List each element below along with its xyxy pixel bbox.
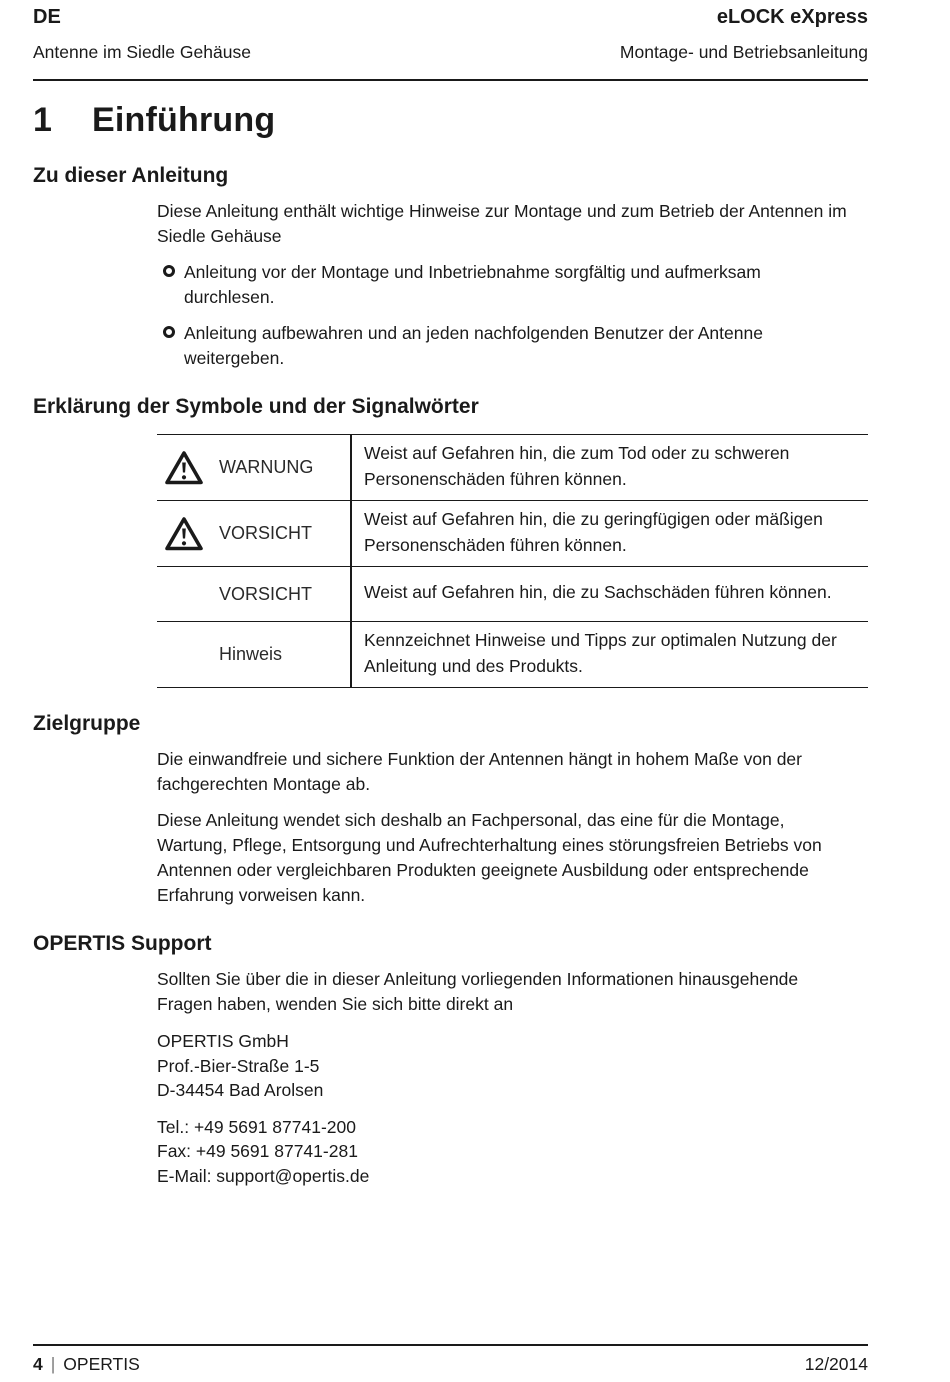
- footer-date: 12/2014: [804, 1353, 868, 1374]
- document-type: Montage- und Betriebsanleitung: [619, 42, 868, 62]
- list-item: [157, 321, 950, 371]
- signal-description: Weist auf Gefahren hin, die zu geringfügigen oder mäßigen Personenschäden führen können.: [351, 501, 868, 567]
- company-name: OPERTIS GmbH: [157, 1031, 289, 1051]
- signal-description: Weist auf Gefahren hin, die zu Sachschäden führen können.: [351, 567, 868, 622]
- paragraph: Die einwandfreie und sichere Funktion der Antennen hängt in hohem Maße von der fachgerechten Montage ab.: [157, 749, 802, 794]
- paragraph: Diese Anleitung wendet sich deshalb an Fachpersonal, das eine für die Montage, Wartung, Pflege, Entsorgung und Aufrechterhaltung eines störungsfreien Betriebs von Antennen oder vergleichbaren Produkten geeignete Ausbildung oder entsprechende Erfahrung vorweisen kann.: [157, 810, 822, 905]
- email-address: E-Mail: support@opertis.de: [157, 1165, 370, 1186]
- address-block: [157, 1029, 857, 1103]
- page-footer: [33, 1344, 868, 1382]
- signal-cell: [157, 622, 351, 688]
- document-subject: Antenne im Siedle Gehäuse: [33, 42, 251, 62]
- footer-separator: |: [50, 1353, 56, 1374]
- section-heading-zielgruppe: Zielgruppe: [33, 712, 141, 735]
- signal-cell: [157, 435, 351, 501]
- list-item: [157, 260, 950, 310]
- table-row: [157, 622, 868, 688]
- signal-word: VORSICHT: [219, 523, 313, 543]
- warning-triangle-icon: [163, 515, 205, 553]
- empty-icon-slot: [163, 575, 205, 613]
- table-row: [157, 567, 868, 622]
- page-header: [33, 0, 868, 81]
- paragraph: Diese Anleitung enthält wichtige Hinweise zur Montage und zum Betrieb der Antennen im Siedle Gehäuse: [157, 201, 847, 246]
- section-heading-symbole: Erklärung der Symbole und der Signalwörter: [33, 395, 479, 418]
- signal-description: Kennzeichnet Hinweise und Tipps zur optimalen Nutzung der Anleitung und des Produkts.: [351, 622, 868, 688]
- signal-word: WARNUNG: [219, 457, 314, 477]
- signal-word-table: [157, 434, 868, 688]
- signal-word: Hinweis: [219, 644, 283, 664]
- city-address: D-34454 Bad Arolsen: [157, 1080, 324, 1100]
- footer-left: [33, 1354, 140, 1375]
- signal-cell: [157, 567, 351, 622]
- paragraph: Sollten Sie über die in dieser Anleitung vorliegenden Informationen hinausgehende Fragen haben, wenden Sie sich bitte direkt an: [157, 969, 799, 1014]
- section-heading-support: OPERTIS Support: [33, 932, 212, 955]
- header-right: [620, 6, 868, 63]
- signal-word: VORSICHT: [219, 583, 313, 604]
- fax-number: Fax: +49 5691 87741-281: [157, 1141, 358, 1161]
- list-item-text: Anleitung vor der Montage und Inbetriebnahme sorgfältig und aufmerksam durchlesen.: [184, 262, 761, 307]
- table-row: [157, 501, 868, 567]
- warning-triangle-icon: [163, 449, 205, 487]
- chapter-title-text: Einführung: [92, 101, 276, 139]
- language-code: DE: [33, 6, 61, 28]
- chapter-title: [33, 101, 950, 140]
- street-address: Prof.-Bier-Straße 1-5: [157, 1055, 320, 1076]
- table-row: [157, 435, 868, 501]
- circle-bullet-icon: [163, 265, 175, 277]
- section-heading-anleitung: Zu dieser Anleitung: [33, 164, 229, 187]
- signal-cell: [157, 501, 351, 567]
- chapter-number: 1: [33, 101, 53, 139]
- header-left: [33, 6, 251, 63]
- product-name: eLOCK eXpress: [716, 6, 868, 28]
- footer-brand: OPERTIS: [63, 1353, 140, 1374]
- empty-icon-slot: [163, 636, 205, 674]
- contact-block: [157, 1115, 857, 1189]
- page-number: 4: [33, 1353, 43, 1374]
- list-item-text: Anleitung aufbewahren und an jeden nachfolgenden Benutzer der Antenne weitergeben.: [184, 323, 763, 368]
- signal-description: Weist auf Gefahren hin, die zum Tod oder zu schweren Personenschäden führen können.: [351, 435, 868, 501]
- phone-number: Tel.: +49 5691 87741-200: [157, 1116, 356, 1137]
- circle-bullet-icon: [163, 326, 175, 338]
